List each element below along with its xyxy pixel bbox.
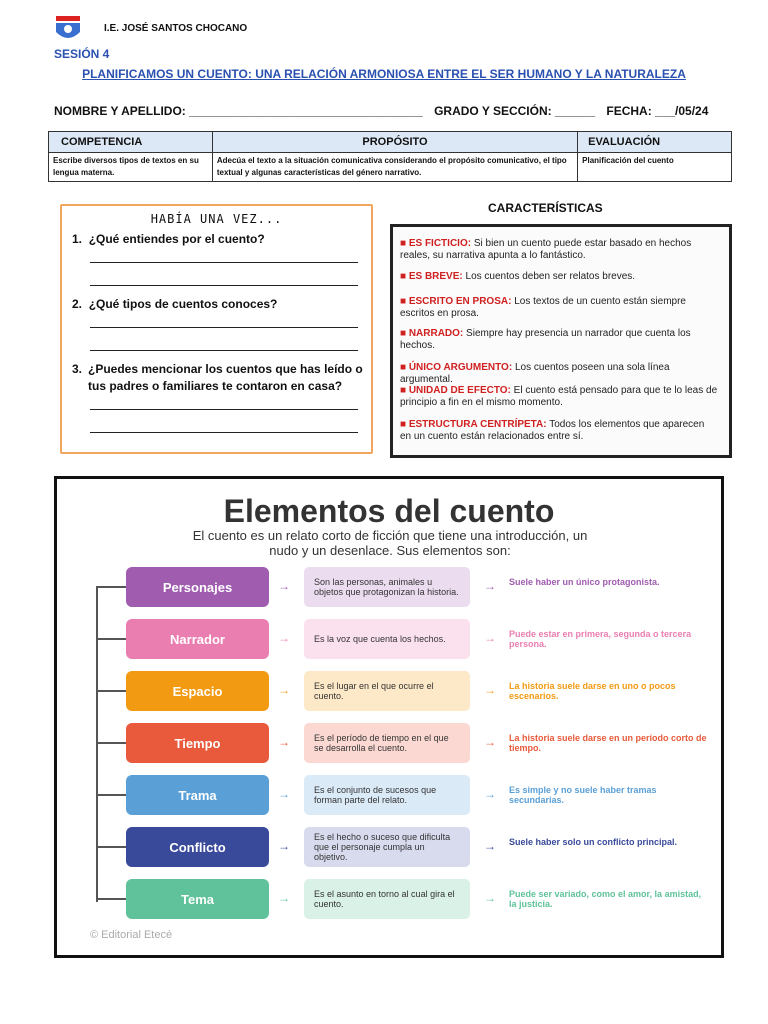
- question-number: 2.: [72, 297, 83, 311]
- arrow-right-icon: →: [278, 631, 290, 645]
- book-icon: ■: [400, 328, 407, 339]
- characteristic-text: Siempre hay presencia un narrador que cuenta los hechos.: [400, 328, 691, 351]
- table-row: [49, 153, 732, 182]
- characteristic-item: [400, 328, 718, 352]
- answer-line[interactable]: [90, 327, 358, 328]
- element-pill: Espacio: [126, 671, 269, 711]
- question-number: 3.: [72, 362, 83, 376]
- characteristic-item: [400, 419, 718, 443]
- arrow-right-icon: →: [278, 735, 290, 749]
- characteristic-text: Todos los elementos que aparecen en un cuento están relacionados entre sí.: [400, 419, 705, 442]
- question-2: [72, 296, 364, 313]
- bracket-line: [96, 586, 98, 902]
- characteristic-text: Los cuentos poseen una sola línea argumental.: [400, 362, 670, 385]
- answer-line[interactable]: [90, 409, 358, 410]
- school-name: I.E. JOSÉ SANTOS CHOCANO: [104, 23, 248, 34]
- element-definition: Son las personas, animales u objetos que protagonizan la historia.: [304, 567, 470, 607]
- book-icon: ■: [400, 296, 407, 307]
- element-pill: Personajes: [126, 567, 269, 607]
- arrow-right-icon: →: [484, 683, 496, 697]
- planning-table: [48, 131, 732, 182]
- book-icon: ■: [400, 271, 407, 282]
- student-info-line: [54, 104, 716, 118]
- question-1: [72, 231, 364, 248]
- answer-line[interactable]: [90, 262, 358, 263]
- questions-heading: HABÍA UNA VEZ...: [150, 212, 283, 226]
- book-icon: ■: [400, 238, 407, 249]
- question-text: ¿Puedes mencionar los cuentos que has leído o tus padres o familiares te contaron en casa?: [88, 362, 363, 393]
- arrow-right-icon: →: [278, 787, 290, 801]
- element-pill: Trama: [126, 775, 269, 815]
- element-note: Es simple y no suele haber tramas secundarias.: [509, 785, 657, 805]
- arrow-right-icon: →: [484, 787, 496, 801]
- characteristic-label: ESCRITO EN PROSA:: [408, 296, 512, 307]
- characteristics-title: CARACTERÍSTICAS: [488, 201, 603, 215]
- book-icon: ■: [400, 385, 407, 396]
- question-text: ¿Qué entiendes por el cuento?: [88, 232, 265, 246]
- table-cell-proposito: Adecúa el texto a la situación comunicativa considerando el propósito comunicativo, el tipo textual y algunas características del género narrativo.: [212, 153, 577, 182]
- bracket-connector: [96, 898, 126, 900]
- characteristic-item: [400, 362, 718, 386]
- bracket-connector: [96, 638, 126, 640]
- element-note: Suele haber un único protagonista.: [509, 577, 660, 587]
- characteristic-item: [400, 271, 718, 283]
- table-header-proposito: PROPÓSITO: [212, 132, 577, 153]
- element-definition: Es el hecho o suceso que dificulta que el personaje cumpla un objetivo.: [304, 827, 470, 867]
- arrow-right-icon: →: [278, 683, 290, 697]
- characteristic-text: Si bien un cuento puede estar basado en hechos reales, su narrativa apunta a lo fantástico.: [400, 238, 692, 261]
- arrow-right-icon: →: [484, 579, 496, 593]
- answer-line[interactable]: [90, 432, 358, 433]
- grade-field-label: GRADO Y SECCIÓN: ______: [434, 104, 596, 118]
- element-note: La historia suele darse en uno o pocos escenarios.: [509, 681, 676, 701]
- editorial-credit: © Editorial Etecé: [90, 929, 173, 941]
- element-definition: Es la voz que cuenta los hechos.: [304, 619, 470, 659]
- characteristic-label: ES FICTICIO:: [408, 238, 472, 249]
- table-header-evaluacion: EVALUACIÓN: [578, 132, 732, 153]
- element-definition: Es el lugar en el que ocurre el cuento.: [304, 671, 470, 711]
- page-title: PLANIFICAMOS UN CUENTO: UNA RELACIÓN ARMONIOSA ENTRE EL SER HUMANO Y LA NATURALEZA: [82, 67, 686, 81]
- question-3: [72, 361, 364, 395]
- element-definition: Es el asunto en torno al cual gira el cuento.: [304, 879, 470, 919]
- characteristic-item: [400, 296, 718, 320]
- element-definition: Es el período de tiempo en el que se desarrolla el cuento.: [304, 723, 470, 763]
- element-definition: Es el conjunto de sucesos que forman parte del relato.: [304, 775, 470, 815]
- bracket-connector: [96, 846, 126, 848]
- element-note: Suele haber solo un conflicto principal.: [509, 837, 678, 847]
- session-label: SESIÓN 4: [54, 47, 110, 61]
- element-pill: Narrador: [126, 619, 269, 659]
- arrow-right-icon: →: [484, 631, 496, 645]
- arrow-right-icon: →: [278, 579, 290, 593]
- characteristic-label: ES BREVE:: [408, 271, 463, 282]
- question-number: 1.: [72, 232, 83, 246]
- element-pill: Tema: [126, 879, 269, 919]
- element-note: Puede ser variado, como el amor, la amistad, la justicia.: [509, 889, 702, 909]
- bracket-connector: [96, 690, 126, 692]
- characteristic-text: El cuento está pensado para que te lo leas de principio a fin en el mismo momento.: [400, 385, 718, 408]
- table-cell-evaluacion: Planificación del cuento: [578, 153, 732, 182]
- element-note: La historia suele darse en un período corto de tiempo.: [509, 733, 707, 753]
- school-logo: [52, 16, 84, 44]
- characteristic-item: [400, 238, 718, 262]
- element-note: Puede estar en primera, segunda o tercera persona.: [509, 629, 692, 649]
- bracket-connector: [96, 742, 126, 744]
- elements-title: Elementos del cuento: [223, 493, 555, 529]
- characteristic-text: Los textos de un cuento están siempre escritos en prosa.: [400, 296, 686, 319]
- arrow-right-icon: →: [278, 839, 290, 853]
- table-cell-competencia: Escribe diversos tipos de textos en su lengua materna.: [49, 153, 213, 182]
- answer-line[interactable]: [90, 350, 358, 351]
- characteristic-text: Los cuentos deben ser relatos breves.: [462, 271, 636, 282]
- bracket-connector: [96, 586, 126, 588]
- bracket-connector: [96, 794, 126, 796]
- name-field-label: NOMBRE Y APELLIDO: ___________________________________: [54, 104, 423, 118]
- characteristic-label: ESTRUCTURA CENTRÍPETA:: [408, 419, 547, 430]
- book-icon: ■: [400, 419, 407, 430]
- answer-line[interactable]: [90, 285, 358, 286]
- arrow-right-icon: →: [484, 735, 496, 749]
- element-pill: Conflicto: [126, 827, 269, 867]
- characteristic-label: UNIDAD DE EFECTO:: [408, 385, 511, 396]
- arrow-right-icon: →: [278, 891, 290, 905]
- table-header-competencia: COMPETENCIA: [49, 132, 213, 153]
- characteristic-label: ÚNICO ARGUMENTO:: [408, 362, 513, 373]
- date-field-label: FECHA: ___/05/24: [606, 104, 709, 118]
- book-icon: ■: [400, 362, 407, 373]
- elements-intro: El cuento es un relato corto de ficción que tiene una introducción, un nudo y un desenlace. Sus elementos son:: [192, 528, 588, 558]
- arrow-right-icon: →: [484, 839, 496, 853]
- arrow-right-icon: →: [484, 891, 496, 905]
- characteristic-item: [400, 385, 718, 409]
- question-text: ¿Qué tipos de cuentos conoces?: [88, 297, 278, 311]
- characteristic-label: NARRADO:: [408, 328, 464, 339]
- element-pill: Tiempo: [126, 723, 269, 763]
